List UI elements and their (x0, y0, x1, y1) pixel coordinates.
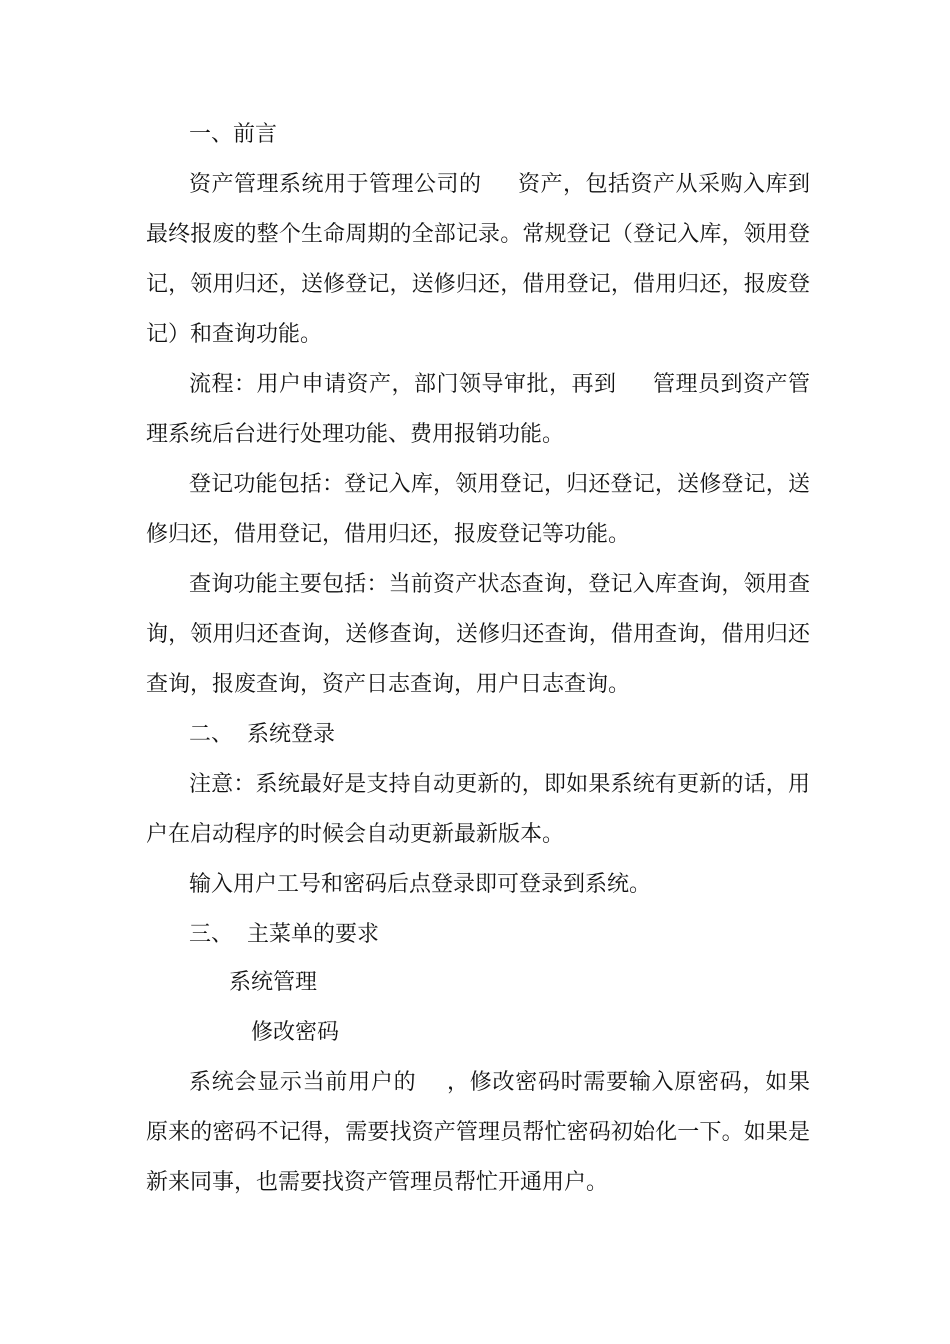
paragraph-1-line-4: 记）和查询功能。 (146, 322, 323, 347)
paragraph-7-line-1 (189, 1068, 810, 1098)
paragraph-7-part-b: ，修改密码时需要输入原密码，如果 (446, 1070, 810, 1095)
subheading-change-password: 修改密码 (251, 1020, 340, 1045)
paragraph-1-line-1 (189, 170, 810, 200)
section-1-heading: 一、前言 (189, 122, 278, 147)
paragraph-3-line-1: 登记功能包括：登记入库，领用登记，归还登记，送修登记，送 (189, 472, 810, 497)
section-3-heading (189, 920, 810, 950)
paragraph-1-line-3: 记，领用归还，送修登记，送修归还，借用登记，借用归还，报废登 (146, 272, 810, 297)
paragraph-2-part-b: 管理员到资产管 (652, 372, 810, 397)
paragraph-7-part-a: 系统会显示当前用户的 (189, 1070, 417, 1095)
paragraph-1-part-a: 资产管理系统用于管理公司的 (189, 172, 482, 197)
section-2-title: 系统登录 (247, 722, 336, 747)
paragraph-1-line-2: 最终报废的整个生命周期的全部记录。常规登记（登记入库，领用登 (146, 222, 810, 247)
section-2-number: 二、 (189, 722, 234, 747)
paragraph-4-line-2: 询，领用归还查询，送修查询，送修归还查询，借用查询，借用归还 (146, 622, 810, 647)
section-3-title: 主菜单的要求 (247, 922, 380, 947)
paragraph-2-part-a: 流程：用户申请资产，部门领导审批，再到 (189, 372, 617, 397)
paragraph-4-line-1: 查询功能主要包括：当前资产状态查询，登记入库查询，领用查 (189, 572, 810, 597)
paragraph-6: 输入用户工号和密码后点登录即可登录到系统。 (189, 872, 652, 897)
subheading-system-management: 系统管理 (229, 970, 318, 995)
paragraph-7-line-2: 原来的密码不记得，需要找资产管理员帮忙密码初始化一下。如果是 (146, 1120, 810, 1145)
paragraph-7-line-3: 新来同事，也需要找资产管理员帮忙开通用户。 (146, 1170, 609, 1195)
paragraph-1-part-b: 资产，包括资产从采购入库到 (517, 172, 810, 197)
paragraph-2-line-1 (189, 370, 810, 400)
paragraph-2-line-2: 理系统后台进行处理功能、费用报销功能。 (146, 422, 565, 447)
section-3-number: 三、 (189, 922, 234, 947)
paragraph-3-line-2: 修归还，借用登记，借用归还，报废登记等功能。 (146, 522, 631, 547)
section-2-heading (189, 720, 810, 750)
paragraph-4-line-3: 查询，报废查询，资产日志查询，用户日志查询。 (146, 672, 631, 697)
paragraph-5-line-1: 注意：系统最好是支持自动更新的，即如果系统有更新的话，用 (189, 772, 810, 797)
paragraph-5-line-2: 户在启动程序的时候会自动更新最新版本。 (146, 822, 565, 847)
